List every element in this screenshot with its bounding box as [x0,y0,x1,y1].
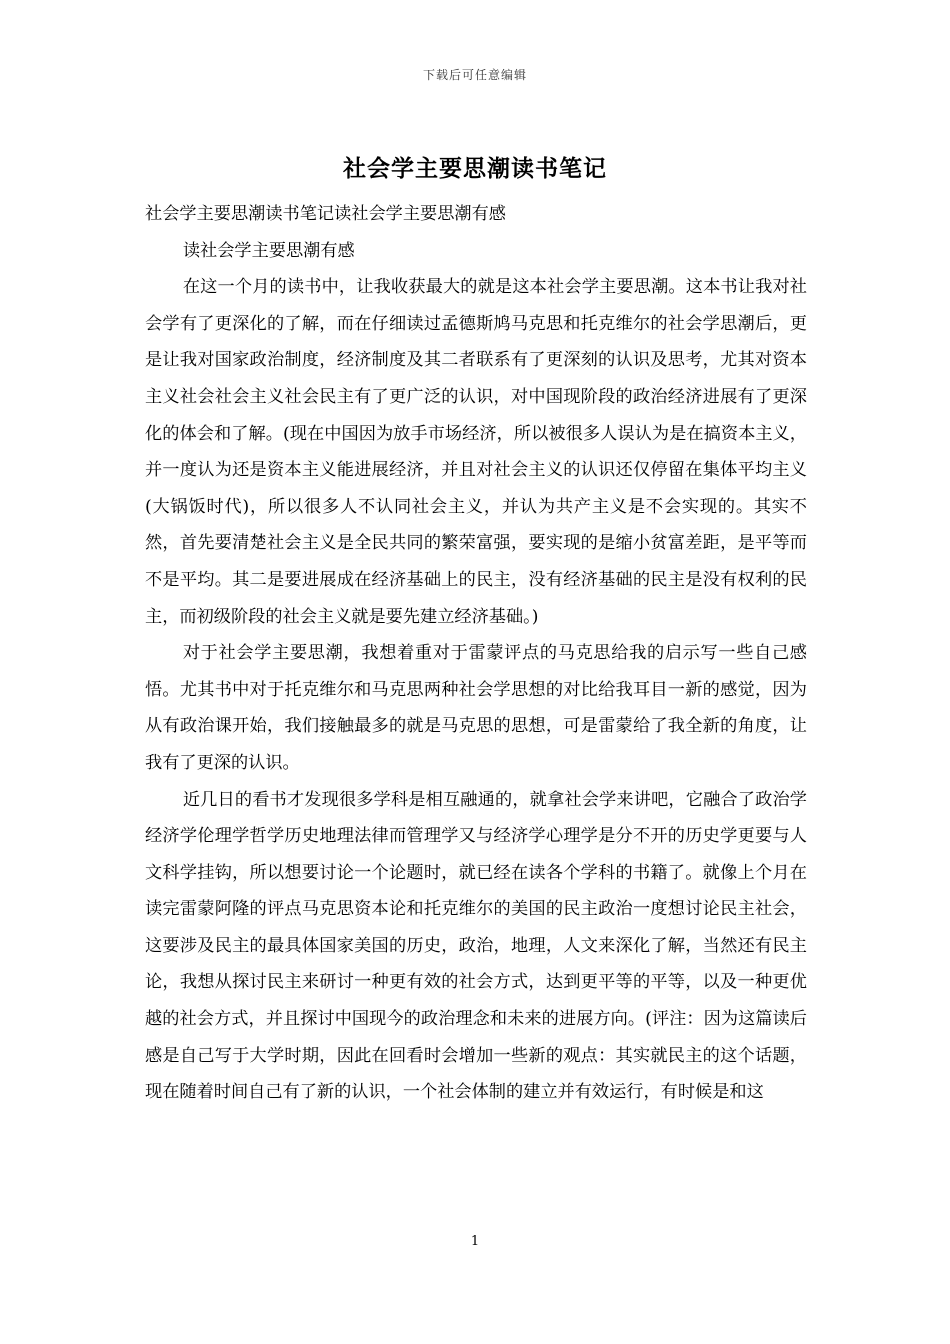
paragraph-1: 在这一个月的读书中，让我收获最大的就是这本社会学主要思潮。这本书让我对社会学有了更深化的了解，而在仔细读过孟德斯鸠马克思和托克维尔的社会学思潮后，更是让我对国家政治制度，经济制度及其二者联系有了更深刻的认识及思考，尤其对资本主义社会社会主义社会民主有了更广泛的认识，对中国现阶段的政治经济进展有了更深化的体会和了解。(现在中国因为放手市场经济，所以被很多人误认为是在搞资本主义，并一度认为还是资本主义能进展经济，并且对社会主义的认识还仅停留在集体平均主义(大锅饭时代)，所以很多人不认同社会主义，并认为共产主义是不会实现的。其实不然，首先要清楚社会主义是全民共同的繁荣富强，要实现的是缩小贫富差距，是平等而不是平均。其二是要进展成在经济基础上的民主，没有经济基础的民主是没有权利的民主，而初级阶段的社会主义就是要先建立经济基础。) [145,277,807,627]
header-note: 下载后可任意编辑 [422,68,527,82]
document-title: 社会学主要思潮读书笔记 [343,155,607,182]
paragraph-3: 近几日的看书才发现很多学科是相互融通的，就拿社会学来讲吧，它融合了政治学经济学伦理学哲学历史地理法律而管理学又与经济学心理学是分不开的历史学更要与人文科学挂钩，所以想要讨论一个论题时，就已经在读各个学科的书籍了。就像上个月在读完雷蒙阿隆的评点马克思资本论和托克维尔的美国的民主政治一度想讨论民主社会，这要涉及民主的最具体国家美国的历史，政治，地理，人文来深化了解，当然还有民主论，我想从探讨民主来研讨一种更有效的社会方式，达到更平等的平等，以及一种更优越的社会方式，并且探讨中国现今的政治理念和未来的进展方向。(评注：因为这篇读后感是自己写于大学时期，因此在回看时会增加一些新的观点：其实就民主的这个话题，现在随着时间自己有了新的认识，一个社会体制的建立并有效运行，有时候是和这 [145,789,807,1103]
document-body [145,196,807,1111]
subtitle-line: 社会学主要思潮读书笔记读社会学主要思潮有感 [145,204,506,224]
paragraph-2: 对于社会学主要思潮，我想着重对于雷蒙评点的马克思给我的启示写一些自己感悟。尤其书中对于托克维尔和马克思两种社会学思想的对比给我耳目一新的感觉，因为从有政治课开始，我们接触最多的就是马克思的思想，可是雷蒙给了我全新的角度，让我有了更深的认识。 [145,643,807,773]
page-number: 1 [470,1234,480,1249]
section-heading: 读社会学主要思潮有感 [182,240,355,261]
